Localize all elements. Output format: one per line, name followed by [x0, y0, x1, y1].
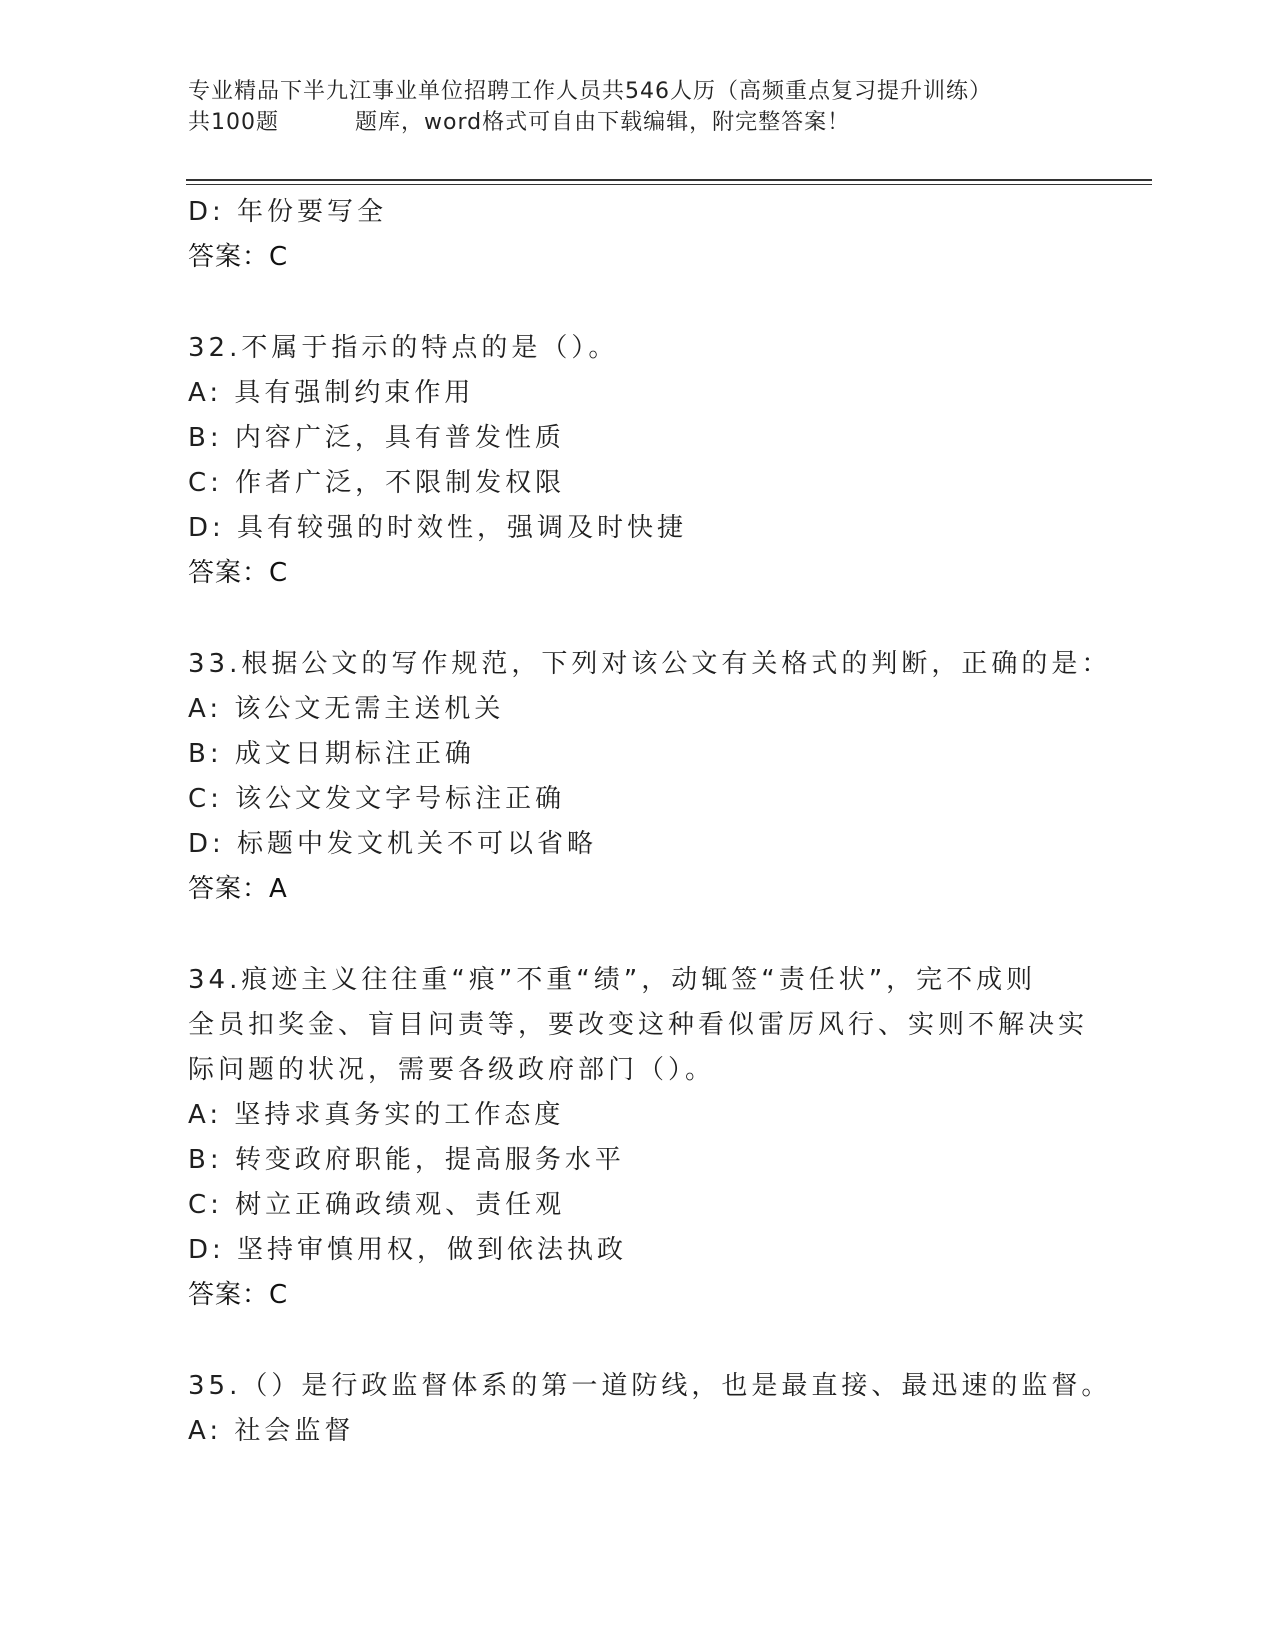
header-description: 题库，word格式可自由下载编辑，附完整答案！: [355, 110, 851, 135]
option-c: C: 作者广泛，不限制发权限: [188, 468, 566, 498]
header-title-line: 专业精品下半九江事业单位招聘工作人员共546人历（高频重点复习提升训练）: [188, 79, 992, 104]
option-a: A: 具有强制约束作用: [188, 378, 475, 408]
question-block-33: [188, 642, 1112, 912]
header-subtitle-line: [188, 107, 1138, 138]
question-block-34: [188, 958, 1088, 1318]
option-d: D: 年份要写全: [188, 197, 388, 227]
page-header: [188, 76, 1138, 138]
question-block-32: [188, 326, 1088, 596]
question-block-31: [188, 190, 1088, 280]
option-a: A: 坚持求真务实的工作态度: [188, 1100, 565, 1130]
option-d: D: 坚持审慎用权，做到依法执政: [188, 1235, 628, 1265]
option-b: B: 成文日期标注正确: [188, 739, 475, 769]
header-divider: [186, 179, 1152, 181]
header-divider-thin: [186, 184, 1152, 185]
answer-line: 答案：A: [188, 874, 288, 904]
option-d: D: 具有较强的时效性，强调及时快捷: [188, 513, 688, 543]
header-question-count: 共100题: [188, 110, 279, 135]
question-list: [188, 190, 1112, 1454]
question-stem-line-2: 全员扣奖金、盲目问责等，要改变这种看似雷厉风行、实则不解决实: [188, 1010, 1089, 1040]
option-a: A: 该公文无需主送机关: [188, 694, 505, 724]
option-b: B: 内容广泛，具有普发性质: [188, 423, 565, 453]
question-block-35: [188, 1364, 1112, 1454]
option-a: A: 社会监督: [188, 1416, 355, 1446]
option-d: D: 标题中发文机关不可以省略: [188, 829, 598, 859]
answer-line: 答案：C: [188, 558, 289, 588]
question-stem-line-3: 际问题的状况，需要各级政府部门（）。: [188, 1055, 716, 1085]
answer-line: 答案：C: [188, 242, 289, 272]
question-stem-line-1: 34.痕迹主义往往重“痕”不重“绩”，动辄签“责任状”，完不成则: [188, 965, 1037, 995]
option-b: B: 转变政府职能，提高服务水平: [188, 1145, 625, 1175]
question-stem: 33.根据公文的写作规范，下列对该公文有关格式的判断，正确的是：: [188, 649, 1112, 679]
question-stem: 32.不属于指示的特点的是（）。: [188, 333, 619, 363]
question-stem: 35.（）是行政监督体系的第一道防线，也是最直接、最迅速的监督。: [188, 1371, 1112, 1401]
answer-line: 答案：C: [188, 1280, 289, 1310]
option-c: C: 该公文发文字号标注正确: [188, 784, 566, 814]
option-c: C: 树立正确政绩观、责任观: [188, 1190, 566, 1220]
